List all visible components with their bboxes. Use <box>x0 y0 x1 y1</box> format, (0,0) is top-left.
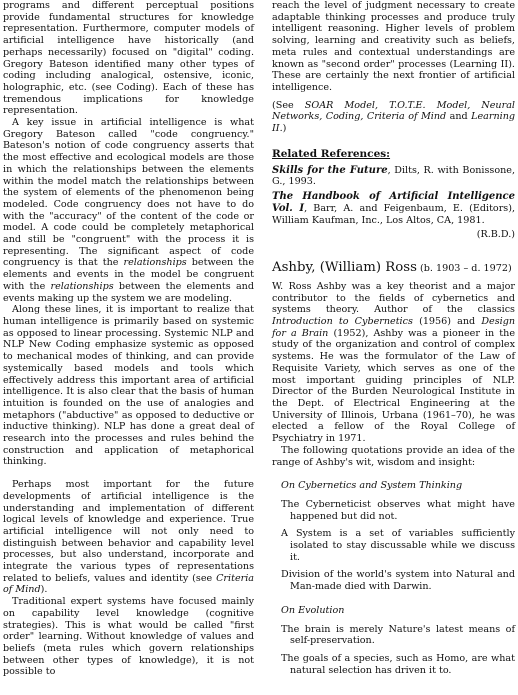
paragraph: programs and different perceptual positions provide fundamental structures for knowledge representation. Furthermore, computer models of artificial intelligence have historically (and perhaps necessarily) focused on "digital" coding. Gregory Bateson identified many other types of coding including analogical, ostensive, iconic, holographic, etc. (see Coding). Each of these has tremendous implications for knowledge representation. <box>3 0 254 117</box>
quote-item: The goals of a species, such as Homo, are what natural selection has driven it to. <box>281 652 515 676</box>
left-column <box>3 0 254 678</box>
see-also: (See SOAR Model, T.O.T.E. Model, Neural Networks, Coding, Criteria of Mind and Learning II.) <box>272 99 516 135</box>
section-heading: On Cybernetics and System Thinking <box>281 480 463 492</box>
paragraph: Perhaps most important for the future developments of artificial intelligence is the understanding and implementation of different logical levels of knowledge and experience. True artificial intelligence will not only need to distinguish between behavior and capability level processes, but also understand, incorporate and integrate the various types of representations related to beliefs, values and identity (see Criteria of Mind). <box>3 479 254 596</box>
reference-item: Skills for the Future, Dilts, R. with Bonissone, G., 1993. <box>272 164 516 188</box>
quote-item: The Cyberneticist observes what might have happened but did not. <box>281 498 515 522</box>
paragraph: Along these lines, it is important to realize that human intelligence is primarily based on systemic as opposed to linear processing. Systemic NLP and NLP New Coding emphasize systemic as opposed to mechanical modes of thinking, and can provide systemically based models and tools which effectively address this important area of artificial intelligence. It is also clear that the basis of human intuition is founded on the use of analogies and metaphors ("abductive" as opposed to deductive or inductive thinking). NLP has done a great deal of research into the processes and rules behind the construction and application of metaphorical thinking. <box>3 304 254 468</box>
quote-item: A System is a set of variables sufficiently isolated to stay discussable while we discuss it. <box>281 528 515 563</box>
quote-item: Division of the world's system into Natural and Man-made died with Darwin. <box>281 569 515 593</box>
paragraph: W. Ross Ashby was a key theorist and a major contributor to the fields of cybernetics and systems theory. Author of the classics Introduction to Cybernetics (1956) and Design for a Brain (1952), Ashby was a pioneer in the study of the organization and control of complex systems. He was the formulator of the Law of Requisite Variety, which serves as one of the most important guiding principles of NLP. Director of the Burden Neurological Institute in the Dept. of Electrical Engineering at the University of Illinois, Urbana (1961–70), he was elected a fellow of the Royal College of Psychiatry in 1971. <box>272 280 516 445</box>
reference-item: The Handbook of Artificial Intelligence Vol. I, Barr, A. and Feigenbaum, E. (Editors), William Kaufman, Inc., Los Altos, CA, 1981. <box>272 191 515 226</box>
paragraph: Traditional expert systems have focused mainly on capability level knowledge (cognitive strategies). This is what would be called "first order" learning. Without knowledge of values and beliefs (meta rules which govern relationships between other types of knowledge), it is not possible to <box>3 596 254 678</box>
author-initials: (R.B.D.) <box>476 229 515 241</box>
right-column <box>272 0 515 682</box>
quote-item: The brain is merely Nature's latest means of self-preservation. <box>281 623 515 647</box>
paragraph: reach the level of judgment necessary to create adaptable thinking processes and produce truly intelligent reasoning. Higher levels of problem solving, learning and creativity such as beliefs, meta rules and contextual understandings are known as "second order" processes (Learning II). These are certainly the next frontier of artificial intelligence. <box>272 0 515 93</box>
related-references-heading: Related References: <box>272 147 391 160</box>
paragraph: A key issue in artificial intelligence is what Gregory Bateson called "code congruency." Bateson's notion of code congruency asserts that the most effective and ecological models are those in which the relationships between the elements within the model match the relationships between the system of elements of the phenomenon being modeled. Code congruency does not have to do with the "accuracy" of the content of the code or model. A code could be completely metaphorical and still be "congruent" with the process it is representing. The significant aspect of code congruency is that the relationships between the elements and events in the model be congruent with the relationships between the elements and events making up the system we are modeling. <box>3 117 254 304</box>
entry-heading: Ashby, (William) Ross (b. 1903 – d. 1972) <box>272 259 512 275</box>
paragraph: The following quotations provide an idea of the range of Ashby's wit, wisdom and insight: <box>272 444 515 468</box>
section-heading: On Evolution <box>281 604 345 616</box>
